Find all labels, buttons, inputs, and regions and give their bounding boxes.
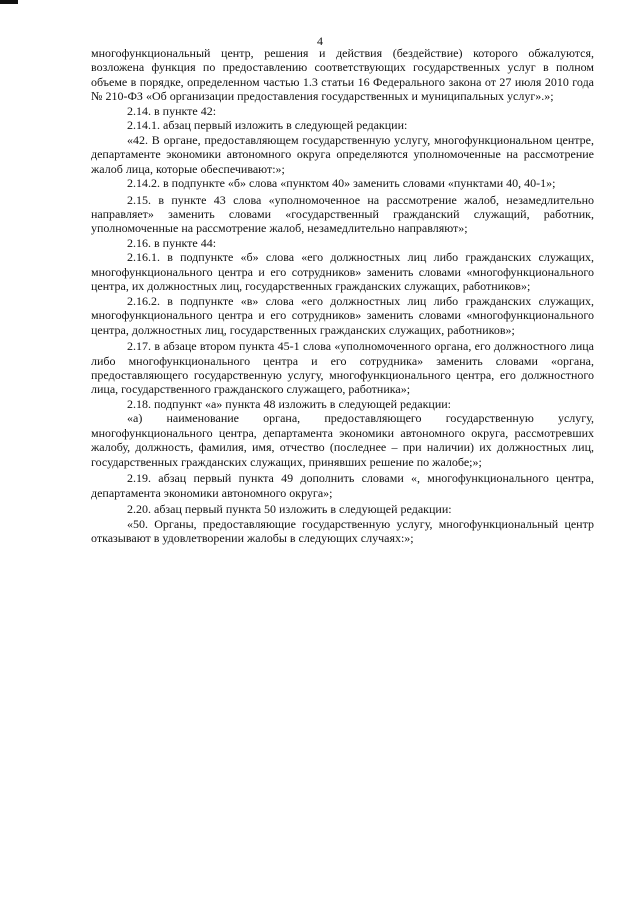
- paragraph-2-14-2: 2.14.2. в подпункте «б» слова «пунктом 40» заменить словами «пунктами 40, 40-1»;: [127, 176, 556, 191]
- paragraph-2-20: 2.20. абзац первый пункта 50 изложить в следующей редакции:: [127, 502, 452, 517]
- paragraph-2-19: 2.19. абзац первый пункта 49 дополнить словами «, многофункционального центра, департамента экономики автономного округа»;: [91, 471, 594, 500]
- page-number: 4: [317, 34, 323, 48]
- paragraph-2-14: 2.14. в пункте 42:: [127, 103, 217, 118]
- paragraph-2-16-1: 2.16.1. в подпункте «б» слова «его должностных лиц либо гражданских служащих, многофункционального центра и его сотрудников» заменить словами «многофункционального центра, их должностных лиц, государственных гражданских служащих, работников»;: [91, 250, 594, 294]
- paragraph-2-17: 2.17. в абзаце втором пункта 45-1 слова «уполномоченного органа, его должностного лица либо многофункционального центра и его сотрудника» заменить словами «органа, предоставляющего государственную услугу, многофункционального центра, его должностного лица, государственного гражданского служащего, работника»;: [91, 339, 594, 397]
- paragraph-2-18: 2.18. подпункт «а» пункта 48 изложить в следующей редакции:: [127, 396, 452, 411]
- paragraph-continuation: многофункциональный центр, решения и действия (бездействие) которого обжалуются, возложена функция по предоставлению соответствующих государственных услуг в полном объеме в порядке, определенном частью 1.3 статьи 16 Федерального закона от 27 июля 2010 года № 210-ФЗ «Об организации предоставления государственных и муниципальных услуг».»;: [91, 46, 594, 104]
- paragraph-2-16-2: 2.16.2. в подпункте «в» слова «его должностных лиц либо гражданских служащих, многофункционального центра и его сотрудников» заменить словами «многофункционального центра, должностных лиц, государственных гражданских служащих, работников»;: [91, 293, 594, 337]
- paragraph-quote-42: «42. В органе, предоставляющем государственную услугу, многофункциональном центре, департаменте экономики автономного округа определяются уполномоченные на рассмотрение жалоб лица, которые обеспечивают:»;: [91, 132, 594, 176]
- paragraph-2-14-1: 2.14.1. абзац первый изложить в следующей редакции:: [127, 118, 408, 133]
- paragraph-2-16: 2.16. в пункте 44:: [127, 235, 217, 250]
- scan-corner-mark: [0, 0, 18, 4]
- document-body: [91, 46, 594, 545]
- paragraph-quote-a: «а) наименование органа, предоставляющего государственную услугу, многофункционального центра, департамента экономики автономного округа, рассмотревших жалобу, должность, фамилия, имя, отчество (последнее – при наличии) их должностных лиц, государственных гражданских служащих, принявших решение по жалобе;»;: [91, 411, 594, 469]
- paragraph-2-15: 2.15. в пункте 43 слова «уполномоченное на рассмотрение жалоб, незамедлительно направляет» заменить словами «государственный гражданский служащий, работник, уполномоченные на рассмотрение жалоб, незамедлительно направляют»;: [91, 192, 594, 236]
- paragraph-quote-50: «50. Органы, предоставляющие государственную услугу, многофункциональный центр отказывают в удовлетворении жалобы в следующих случаях:»;: [91, 516, 594, 545]
